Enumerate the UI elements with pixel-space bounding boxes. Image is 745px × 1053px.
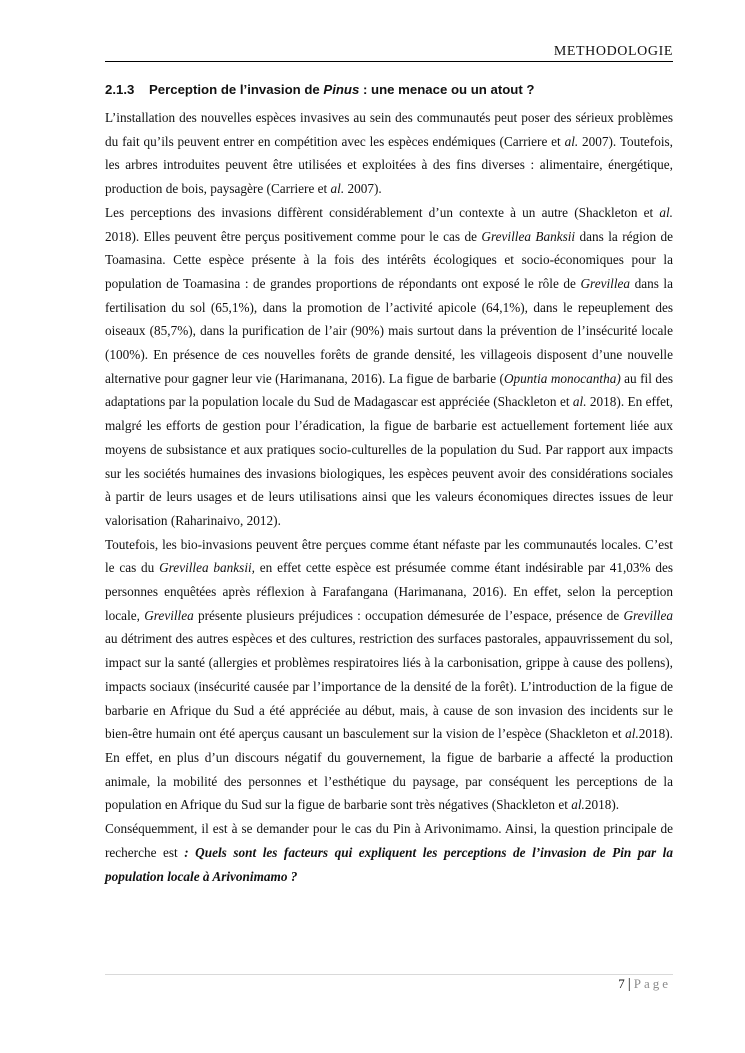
text-segment: au fil des adaptations par la population locale du Sud de Madagascar est appréciée (Shackleton et (105, 370, 673, 410)
text-segment: 2018). Elles peuvent être perçus positivement comme pour le cas de (105, 228, 482, 244)
text-segment: en effet cette espèce est présumée comme étant indésirable par 41,03% des personnes enquêtées après réflexion à Farafangana (Harimanana, 2016). En effet, selon la perception locale, (105, 560, 673, 623)
paragraph (105, 106, 673, 201)
text-segment: Toutefois, les bio-invasions peuvent être perçues comme étant néfaste par les communautés locales. C’est le cas du (105, 536, 673, 576)
text-segment: : Quels sont les facteurs qui expliquent les perceptions de l’invasion de Pin par la population locale à Arivonimamo ? (105, 844, 673, 884)
text-segment: 2018). En effet, en plus d’un discours négatif du gouvernement, la figue de barbarie a affecté la production animale, la mobilité des personnes et l’esthétique du paysage, par conséquent les perceptions de la population en Afrique du Sud sur la figue de barbarie sont très négatives (Shackleton et (105, 726, 673, 813)
text-segment: 2018). (584, 797, 620, 813)
text-segment: al. (625, 726, 639, 742)
text-segment: Grevillea Banksii (481, 228, 576, 244)
text-segment: Grevillea (623, 607, 673, 623)
text-segment: L’installation des nouvelles espèces invasives au sein des communautés peut poser des sérieux problèmes du fait qu’ils peuvent entrer en compétition avec les espèces endémiques (Carriere et (105, 110, 673, 149)
section-title-part: : une menace ou un atout ? (359, 82, 535, 97)
text-segment: Grevillea banksii, (159, 560, 255, 576)
footer-divider (105, 974, 673, 975)
body-text (105, 106, 673, 888)
text-segment: au détriment des autres espèces et des cultures, restriction des surfaces pastorales, appauvrissement du sol, impact sur la santé (allergies et problèmes respiratoires liés à la carbonisation, grippe à cause des pollens), impacts sociaux (insécurité causée par l’importance de la densité de la forêt). L’introduction de la figue de barbarie en Afrique du Sud a été appréciée au début, mais, à cause de son invasion des incidents sur le bien-être humain ont été aperçus causant un basculement sur la vision de l’espèce (Shackleton et (105, 631, 673, 742)
text-segment: dans la fertilisation du sol (65,1%), dans la promotion de l’activité apicole (64,1%), dans le repeuplement des oiseaux (85,7%), dans la purification de l’air (90%) mais surtout dans la prévention de l’insécurité locale (100%). En présence de ces nouvelles forêts de grande densité, les villageois disposent d’une nouvelle alternative pour gagner leur vie (Harimanana, 2016). La figue de barbarie ( (105, 275, 673, 386)
text-segment: Les perceptions des invasions diffèrent considérablement d’un contexte à un autre (Shackleton et (105, 204, 660, 220)
text-segment: Opuntia monocantha) (503, 370, 621, 386)
text-segment: al. (330, 181, 345, 197)
page-label: Page (633, 976, 671, 991)
text-segment: Grevillea (580, 275, 631, 291)
text-segment: présente plusieurs préjudices : occupation démesurée de l’espace, présence de (193, 607, 624, 623)
page-footer (618, 976, 671, 993)
text-segment: al. (572, 394, 587, 410)
paragraph (105, 533, 673, 817)
page-separator: | (627, 976, 631, 992)
header-divider (105, 61, 673, 62)
section-title-part: Perception de l’invasion de (149, 82, 324, 97)
text-segment: al. (659, 204, 673, 220)
paragraph (105, 817, 673, 888)
section-heading (105, 82, 673, 97)
text-segment: Grevillea (144, 607, 194, 623)
page-number: 7 (618, 976, 625, 991)
text-segment: 2007). (344, 181, 382, 197)
text-segment: dans la région de Toamasina. Cette espèce présente à la fois des intérêts écologiques et socio-économiques pour la population de Toamasina : de grandes proportions de répondants ont exposé le rôle de (105, 228, 673, 291)
text-segment: Conséquemment, il est à se demander pour le cas du Pin à Arivonimamo. Ainsi, la question principale de recherche est (105, 821, 673, 860)
text-segment: al. (571, 797, 585, 813)
text-segment: 2018). En effet, malgré les efforts de gestion pour l’éradication, la figue de barbarie est actuellement fortement liée aux moyens de subsistance et aux pratiques socio-culturelles de la population du Sud. Par rapport aux impacts sur les sociétés humaines des invasions biologiques, les espèces peuvent avoir des considérations sociales à partir de leurs usages et de leurs utilisations ainsi que les valeurs économiques directes issues de leur valorisation (Raharinaivo, 2012). (105, 394, 673, 528)
text-segment: al. (564, 133, 579, 149)
paragraph (105, 201, 673, 533)
header-title: METHODOLOGIE (553, 44, 673, 59)
section-title-italic: Pinus (323, 82, 360, 97)
section-number: 2.1.3 (105, 82, 135, 97)
text-segment: 2007). Toutefois, les arbres introduites peuvent être utilisées et exploitées à des fins diverses : alimentaire, énergétique, production de bois, paysagère (Carriere et (105, 133, 673, 197)
